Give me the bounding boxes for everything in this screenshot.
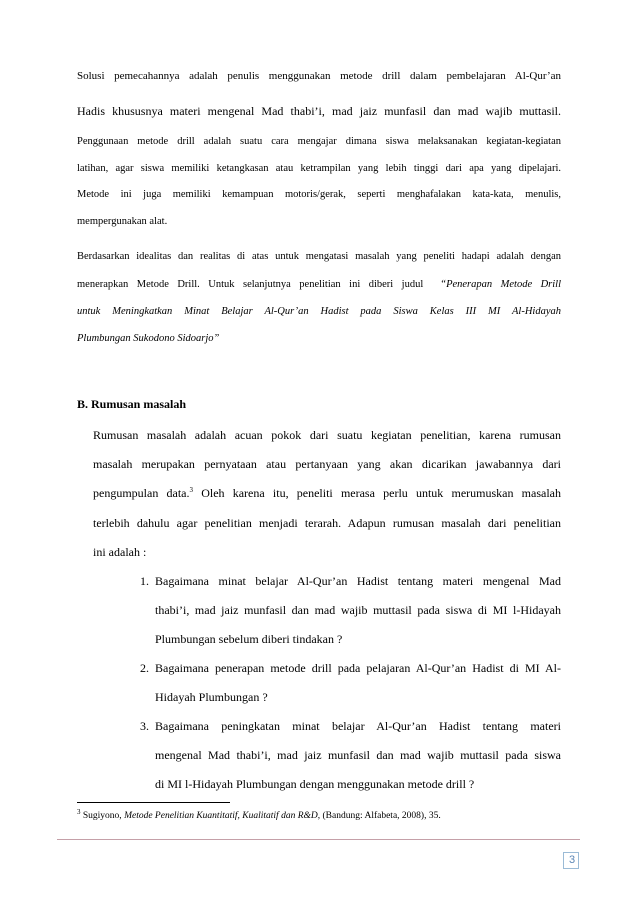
question-line: di MI l-Hidayah Plumbungan dengan menggunakan metode drill ? — [155, 777, 475, 791]
footnote-author: Sugiyono, — [80, 811, 125, 821]
footnote-separator — [77, 802, 230, 803]
question-line: Bagaimana minat belajar Al-Qur’an Hadist tentang materi mengenal Mad — [155, 574, 561, 588]
footer-rule — [57, 839, 580, 840]
page-number: 3 — [569, 854, 576, 866]
question-number: 2. — [140, 661, 149, 675]
para1-line: Penggunaan metode drill adalah suatu cara mengajar dimana siswa melaksanakan kegiatan-kegiatan — [77, 136, 561, 147]
para2-line: Berdasarkan idealitas dan realitas di atas untuk mengatasi masalah yang peneliti hadapi adalah dengan — [77, 251, 561, 262]
footnote — [77, 807, 441, 821]
question-line: thabi’i, mad jaiz munfasil dan mad wajib muttasil pada siswa di MI l-Hidayah — [155, 603, 561, 617]
para1-line: Solusi pemecahannya adalah penulis menggunakan metode drill dalam pembelajaran Al-Qur’an — [77, 70, 561, 82]
para2-line: Plumbungan Sukodono Sidoarjo” — [77, 333, 220, 344]
section-b-text: pengumpulan data. — [93, 486, 190, 500]
question-line: mengenal Mad thabi’i, mad jaiz munfasil dan mad wajib muttasil pada siswa — [155, 748, 561, 762]
footnote-title: Metode Penelitian Kuantitatif, Kualitatif dan R&D — [124, 811, 318, 821]
question-line: Hidayah Plumbungan ? — [155, 690, 268, 704]
section-heading: B. Rumusan masalah — [77, 397, 187, 411]
footnote-mark: 3 — [77, 807, 81, 816]
footnote-rest: , (Bandung: Alfabeta, 2008), 35. — [317, 811, 441, 821]
question-number: 1. — [140, 574, 149, 588]
para1-line: Hadis khususnya materi mengenal Mad thabi’i, mad jaiz munfasil dan mad wajib muttasil. — [77, 104, 561, 118]
section-b-line — [93, 486, 561, 501]
para2-line — [77, 279, 561, 290]
para1-line: Metode ini juga memiliki kemampuan motoris/gerak, seperti menghafalakan kata-kata, menulis, — [77, 189, 561, 200]
question-number: 3. — [140, 719, 149, 733]
para2-line: untuk Meningkatkan Minat Belajar Al-Qur’an Hadist pada Siswa Kelas III MI Al-Hidayah — [77, 306, 561, 317]
section-b-line: terlebih dahulu agar penelitian menjadi terarah. Adapun rumusan masalah dari penelitian — [93, 516, 561, 530]
section-b-text: Oleh karena itu, peneliti merasa perlu untuk merumuskan masalah — [193, 486, 562, 500]
para1-line: mempergunakan alat. — [77, 216, 168, 227]
section-b-line: ini adalah : — [93, 545, 147, 559]
para2-italic-title: “Penerapan Metode Drill — [440, 279, 562, 290]
section-b-line: masalah merupakan pernyataan atau pertanyaan yang akan dicarikan jawabannya dari — [93, 457, 561, 471]
question-line: Plumbungan sebelum diberi tindakan ? — [155, 632, 343, 646]
question-line: Bagaimana peningkatan minat belajar Al-Qur’an Hadist tentang materi — [155, 719, 561, 733]
para2-plain-text: menerapkan Metode Drill. Untuk selanjutnya penelitian ini diberi judul — [77, 279, 424, 290]
question-line: Bagaimana penerapan metode drill pada pelajaran Al-Qur’an Hadist di MI Al- — [155, 661, 561, 675]
para1-line: latihan, agar siswa memiliki ketangkasan atau ketrampilan yang lebih tinggi dari apa yang dipelajari. — [77, 163, 561, 174]
footnote-ref: 3 — [189, 486, 194, 494]
section-b-line: Rumusan masalah adalah acuan pokok dari suatu kegiatan penelitian, karena rumusan — [93, 428, 561, 442]
